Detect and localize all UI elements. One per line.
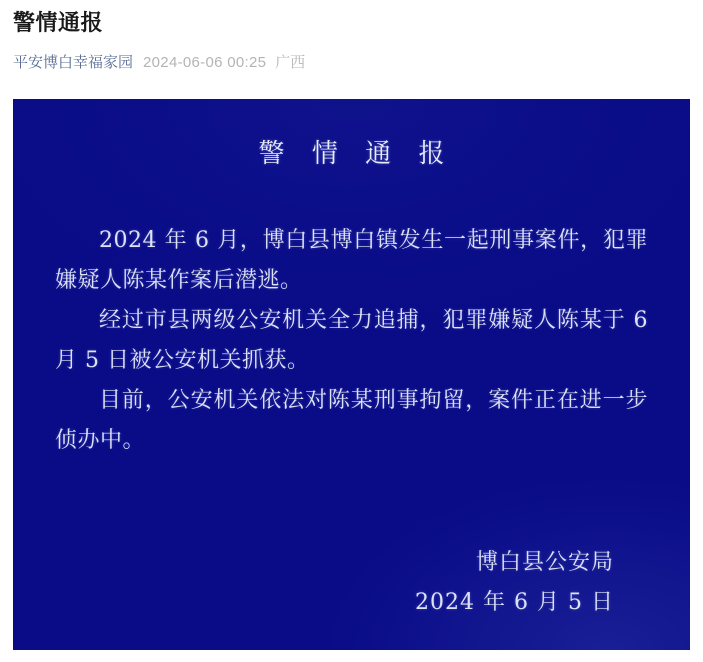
- notice-signature-block: [55, 543, 648, 623]
- notice-image[interactable]: [13, 99, 690, 650]
- notice-title: 警情通报: [258, 139, 472, 169]
- notice-date: 2024 年 6 月 5 日: [415, 590, 614, 615]
- article-meta: [13, 53, 690, 73]
- account-name-link[interactable]: 平安博白幸福家园: [13, 54, 134, 71]
- notice-paragraph: 目前，公安机关依法对陈某刑事拘留，案件正在进一步侦办中。: [55, 388, 648, 453]
- notice-body: [55, 221, 648, 461]
- publish-location: 广西: [275, 54, 306, 71]
- publish-timestamp: 2024-06-06 00:25: [143, 54, 267, 71]
- notice-signature: 博白县公安局: [475, 550, 614, 575]
- notice-paragraph: 经过市县两级公安机关全力追捕，犯罪嫌疑人陈某于 6 月 5 日被公安机关抓获。: [55, 308, 648, 373]
- notice-paragraph: 2024 年 6 月，博白县博白镇发生一起刑事案件，犯罪嫌疑人陈某作案后潜逃。: [55, 228, 648, 293]
- page-title: 警情通报: [13, 10, 104, 35]
